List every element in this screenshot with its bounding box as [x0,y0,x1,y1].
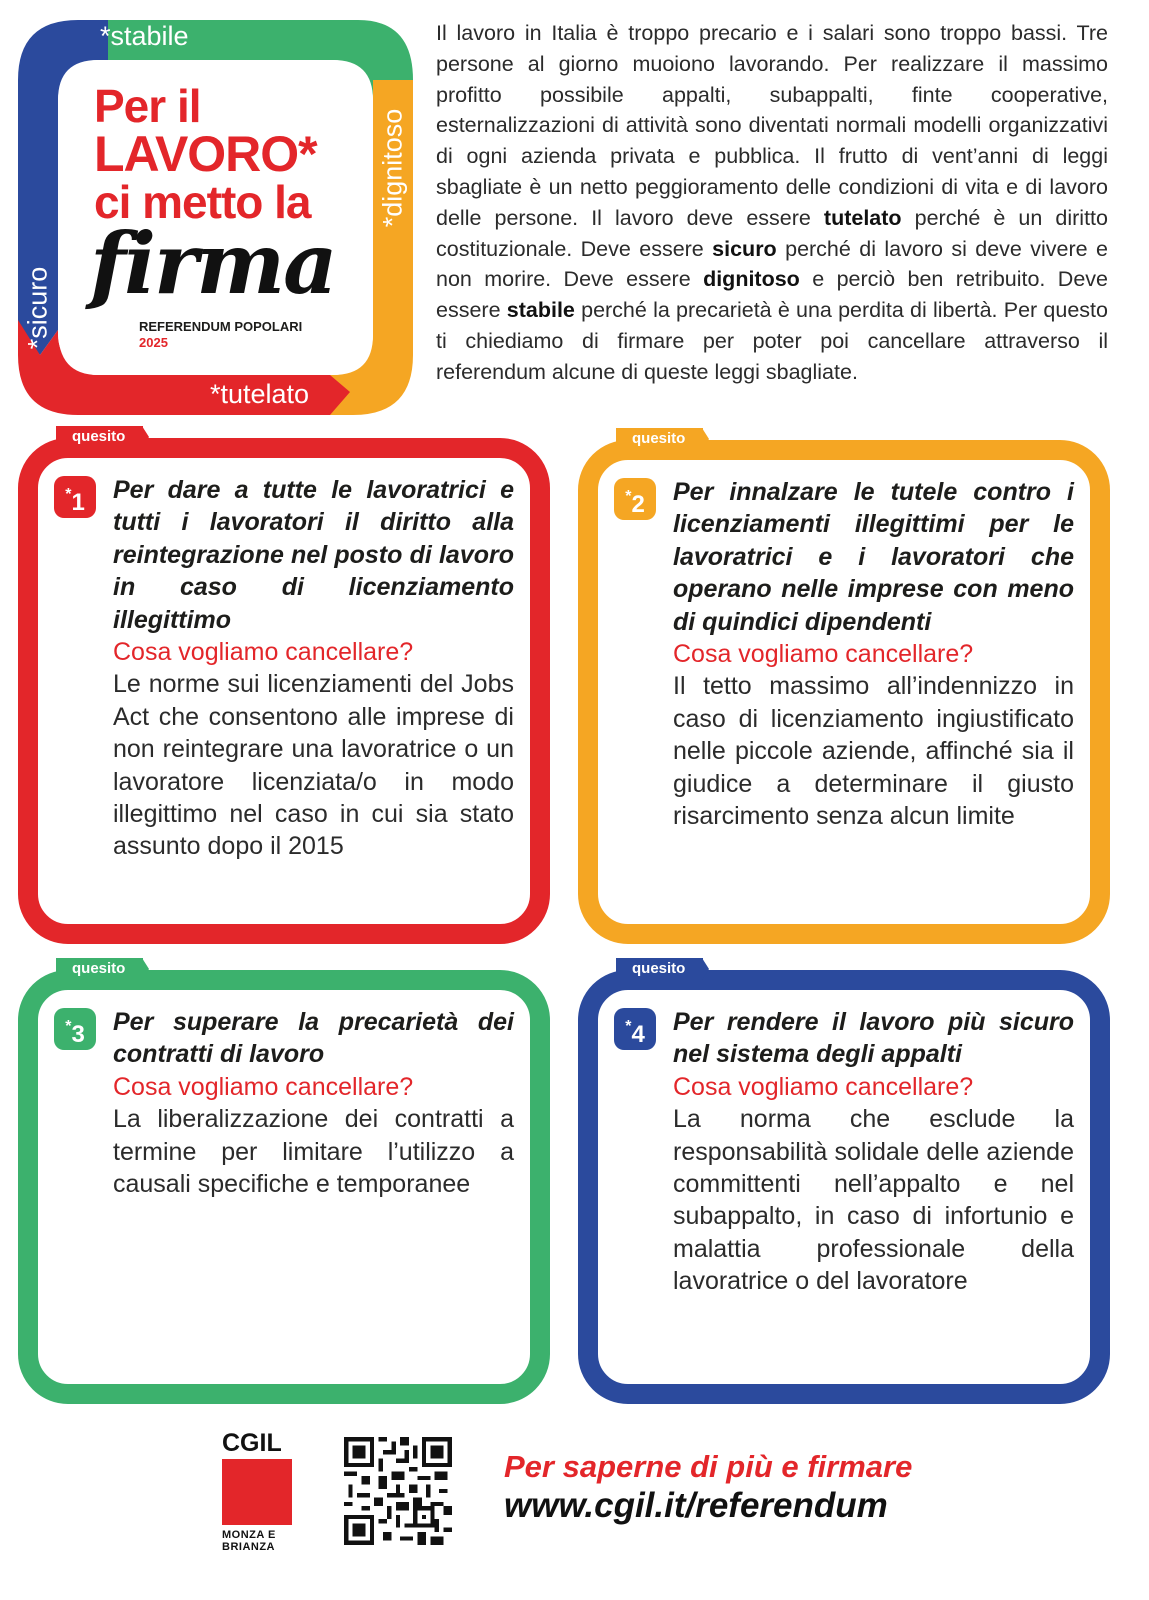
question-title: Per dare a tutte le lavoratrici e tutti i lavoratori il diritto alla reintegrazione nel posto di lavoro in caso di licenziamento illegittimo [113,476,514,634]
logo-title-line3: ci metto la [94,176,311,228]
question-text: Le norme sui licenziamenti del Jobs Act che consentono alle imprese di non reintegrare una lavoratrice o un lavoratore licenziata/o in modo illegittimo nel caso in cui sia stato assunto dopo il 2015 [113,670,514,861]
intro-text-3: perché di lavoro si deve vivere e non morire. Deve essere [436,236,1108,292]
question-text: La liberalizzazione dei contratti a termine per limitare l’utilizzo a causali specifiche e temporanee [113,1105,514,1199]
logo-title [94,82,317,226]
intro-keyword-dignitoso: dignitoso [703,267,800,292]
question-tab [616,428,703,450]
question-ask: Cosa vogliamo cancellare? [673,640,974,669]
ring-label-sicuro: *sicuro [22,266,53,350]
qr-code-icon[interactable] [344,1437,452,1545]
logo-title-line1: Per il [94,80,201,132]
intro-text-4: e perciò ben retribuito. Deve essere [436,267,1108,323]
question-ask: Cosa vogliamo cancellare? [113,1072,414,1101]
question-text: Il tetto massimo all’indennizzo in caso di licenziamento ingiustificato nelle piccole aziende, affinché sia il giudice a determinare il giusto risarcimento senza alcun limite [673,672,1074,831]
intro-paragraph [436,18,1108,388]
question-card-1 [18,428,550,944]
intro-keyword-tutelato: tutelato [823,205,902,230]
question-ask: Cosa vogliamo cancellare? [673,1072,974,1101]
question-tab [56,958,143,980]
intro-keyword-sicuro: sicuro [712,236,777,261]
cgil-sub-line1: MONZA E [222,1529,276,1541]
question-tab [56,426,143,448]
question-card-4 [578,960,1110,1404]
question-number-badge: *1 [54,476,96,518]
question-tab-label: quesito [632,960,686,977]
question-number: 4 [631,1021,645,1048]
question-number: 2 [631,491,645,518]
question-number: 3 [71,1021,85,1048]
cgil-red-square [222,1459,292,1525]
question-number-badge: *3 [54,1008,96,1050]
question-title: Per innalzare le tutele contro i licenziamenti illegittimi per le lavoratrici e i lavoratori che operano nelle imprese con meno di quindici dipendenti [673,478,1074,636]
question-tab-label: quesito [72,428,126,445]
question-number-badge: *4 [614,1008,656,1050]
intro-text-1: Il lavoro in Italia è troppo precario e i salari sono troppo bassi. Tre persone al giorno muoiono lavorando. Per realizzare il massimo profitto possibile appalti, subappalti, finte cooperative, esternalizzazioni di attività sono diventati normali modelli organizzativi di ogni azienda privata e pubblica. Il frutto di vent’anni di leggi sbagliate è un netto peggioramento delle condizioni di vita e di lavoro delle persone. Il lavoro deve essere [436,21,1108,230]
question-ask: Cosa vogliamo cancellare? [113,638,414,667]
intro-text-5: perché la precarietà è una perdita di libertà. Per questo ti chiediamo di firmare per poter poi cancellare attraverso il referendum alcune di queste leggi sbagliate. [436,298,1108,384]
logo-year: 2025 [139,335,168,350]
ring-label-tutelato: *tutelato [210,379,310,409]
cgil-logo [222,1430,294,1553]
question-card-2 [578,430,1110,944]
question-number-badge: *2 [614,478,656,520]
referendum-logo [18,20,413,415]
question-number: 1 [71,489,85,516]
ring-label-stabile: *stabile [100,21,189,51]
footer-call-to-action: Per saperne di più e firmare [504,1449,913,1484]
ring-label-dignitoso: *dignitoso [377,108,408,228]
cgil-name: CGIL [222,1429,282,1457]
logo-title-line2: LAVORO* [94,126,317,182]
question-tab-label: quesito [632,430,686,447]
logo-subtitle: REFERENDUM POPOLARI [139,319,303,334]
question-tab-label: quesito [72,960,126,977]
question-text: La norma che esclude la responsabilità solidale delle aziende committenti nell’appalto e nel subappalto, in caso di infortunio e malattia professionale della lavoratrice o del lavoratore [673,1105,1074,1296]
question-title: Per superare la precarietà dei contratti di lavoro [113,1008,514,1069]
logo-script-word: firma [90,214,336,313]
intro-keyword-stabile: stabile [506,298,575,323]
cgil-sub-line2: BRIANZA [222,1541,275,1553]
question-title: Per rendere il lavoro più sicuro nel sistema degli appalti [673,1008,1074,1069]
question-tab [616,958,703,980]
question-card-3 [18,960,550,1404]
intro-text-2: perché è un diritto costituzionale. Deve essere [436,205,1108,261]
footer-url-link[interactable]: www.cgil.it/referendum [504,1486,888,1525]
